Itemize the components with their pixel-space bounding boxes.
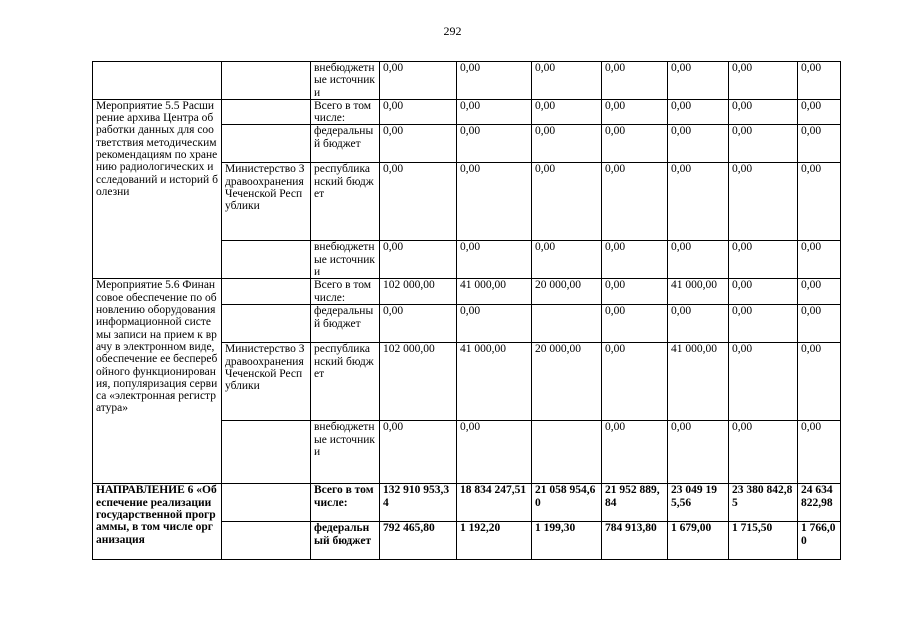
value-cell: 0,00	[457, 305, 532, 343]
value-cell: 0,00	[668, 99, 729, 125]
value-cell	[532, 421, 602, 484]
value-cell: 23 380 842,85	[729, 484, 798, 522]
value-cell: 0,00	[798, 163, 841, 241]
value-cell: 0,00	[729, 163, 798, 241]
funding-source-cell: республиканский бюджет	[311, 343, 380, 421]
value-cell: 0,00	[380, 163, 457, 241]
executor-cell	[222, 99, 311, 125]
value-cell: 102 000,00	[380, 279, 457, 305]
funding-source-cell: федеральный бюджет	[311, 125, 380, 163]
executor-cell: Министерство Здравоохранения Чеченской Республики	[222, 343, 311, 421]
value-cell: 0,00	[602, 125, 668, 163]
value-cell: 20 000,00	[532, 343, 602, 421]
funding-source-cell: Всего в том числе:	[311, 484, 380, 522]
value-cell: 0,00	[668, 62, 729, 100]
value-cell: 102 000,00	[380, 343, 457, 421]
value-cell: 0,00	[532, 163, 602, 241]
funding-source-cell: Всего в том числе:	[311, 279, 380, 305]
value-cell: 0,00	[668, 163, 729, 241]
value-cell: 0,00	[457, 125, 532, 163]
value-cell: 784 913,80	[602, 522, 668, 560]
value-cell: 0,00	[798, 241, 841, 279]
value-cell: 0,00	[532, 241, 602, 279]
value-cell: 21 058 954,60	[532, 484, 602, 522]
value-cell: 1 192,20	[457, 522, 532, 560]
value-cell: 0,00	[798, 125, 841, 163]
page-number: 292	[443, 24, 462, 38]
value-cell: 0,00	[668, 125, 729, 163]
value-cell: 0,00	[798, 62, 841, 100]
value-cell: 0,00	[729, 305, 798, 343]
value-cell: 0,00	[532, 62, 602, 100]
value-cell: 1 715,50	[729, 522, 798, 560]
funding-source-cell: Всего в том числе:	[311, 99, 380, 125]
table-row	[93, 99, 841, 125]
table-row	[93, 484, 841, 522]
value-cell: 0,00	[532, 99, 602, 125]
value-cell: 0,00	[729, 421, 798, 484]
value-cell: 41 000,00	[457, 343, 532, 421]
executor-cell	[222, 305, 311, 343]
value-cell: 0,00	[798, 305, 841, 343]
value-cell: 0,00	[457, 241, 532, 279]
value-cell: 0,00	[380, 125, 457, 163]
value-cell: 20 000,00	[532, 279, 602, 305]
executor-cell	[222, 421, 311, 484]
value-cell: 23 049 195,56	[668, 484, 729, 522]
value-cell: 0,00	[380, 241, 457, 279]
value-cell: 0,00	[380, 99, 457, 125]
funding-source-cell: внебюджетные источники	[311, 421, 380, 484]
measure-cell: НАПРАВЛЕНИЕ 6 «Обеспечение реализации государственной программы, в том числе организация	[93, 484, 222, 560]
measure-cell: Мероприятие 5.5 Расширение архива Центра обработки данных для соответствия методическим рекомендациям по хранению радиологических исследований и историй болезни	[93, 99, 222, 279]
value-cell: 0,00	[668, 421, 729, 484]
value-cell	[532, 305, 602, 343]
value-cell: 0,00	[602, 99, 668, 125]
budget-table	[92, 61, 841, 560]
value-cell: 0,00	[602, 163, 668, 241]
value-cell: 41 000,00	[457, 279, 532, 305]
value-cell: 0,00	[729, 62, 798, 100]
value-cell: 1 199,30	[532, 522, 602, 560]
funding-source-cell: республиканский бюджет	[311, 163, 380, 241]
value-cell: 0,00	[457, 421, 532, 484]
value-cell: 0,00	[729, 279, 798, 305]
value-cell: 0,00	[798, 279, 841, 305]
value-cell: 24 634 822,98	[798, 484, 841, 522]
value-cell: 0,00	[457, 99, 532, 125]
value-cell: 0,00	[668, 241, 729, 279]
value-cell: 0,00	[798, 99, 841, 125]
executor-cell	[222, 241, 311, 279]
value-cell: 0,00	[457, 163, 532, 241]
funding-source-cell: внебюджетные источники	[311, 241, 380, 279]
value-cell: 1 766,00	[798, 522, 841, 560]
executor-cell	[222, 125, 311, 163]
measure-cell	[93, 62, 222, 100]
executor-cell	[222, 279, 311, 305]
value-cell: 0,00	[380, 305, 457, 343]
table-row	[93, 62, 841, 100]
value-cell: 0,00	[380, 421, 457, 484]
value-cell: 0,00	[729, 99, 798, 125]
value-cell: 0,00	[602, 421, 668, 484]
executor-cell	[222, 522, 311, 560]
executor-cell	[222, 62, 311, 100]
value-cell: 0,00	[602, 305, 668, 343]
value-cell: 1 679,00	[668, 522, 729, 560]
value-cell: 0,00	[798, 343, 841, 421]
funding-source-cell: федеральный бюджет	[311, 522, 380, 560]
value-cell: 21 952 889,84	[602, 484, 668, 522]
value-cell: 0,00	[729, 125, 798, 163]
value-cell: 41 000,00	[668, 279, 729, 305]
value-cell: 0,00	[729, 241, 798, 279]
funding-source-cell: федеральный бюджет	[311, 305, 380, 343]
executor-cell	[222, 484, 311, 522]
value-cell: 0,00	[602, 343, 668, 421]
funding-source-cell: внебюджетные источники	[311, 62, 380, 100]
executor-cell: Министерство Здравоохранения Чеченской Республики	[222, 163, 311, 241]
value-cell: 0,00	[532, 125, 602, 163]
value-cell: 0,00	[668, 305, 729, 343]
value-cell: 792 465,80	[380, 522, 457, 560]
table-row	[93, 279, 841, 305]
value-cell: 0,00	[380, 62, 457, 100]
value-cell: 0,00	[798, 421, 841, 484]
value-cell: 132 910 953,34	[380, 484, 457, 522]
value-cell: 0,00	[729, 343, 798, 421]
value-cell: 41 000,00	[668, 343, 729, 421]
measure-cell: Мероприятие 5.6 Финансовое обеспечение по обновлению оборудования информационной системы записи на прием к врачу в электронном виде, обеспечение ее бесперебойного функционирования, популяризация сервиса «электронная регистратура»	[93, 279, 222, 484]
value-cell: 0,00	[602, 62, 668, 100]
value-cell: 0,00	[602, 241, 668, 279]
value-cell: 0,00	[602, 279, 668, 305]
value-cell: 0,00	[457, 62, 532, 100]
value-cell: 18 834 247,51	[457, 484, 532, 522]
